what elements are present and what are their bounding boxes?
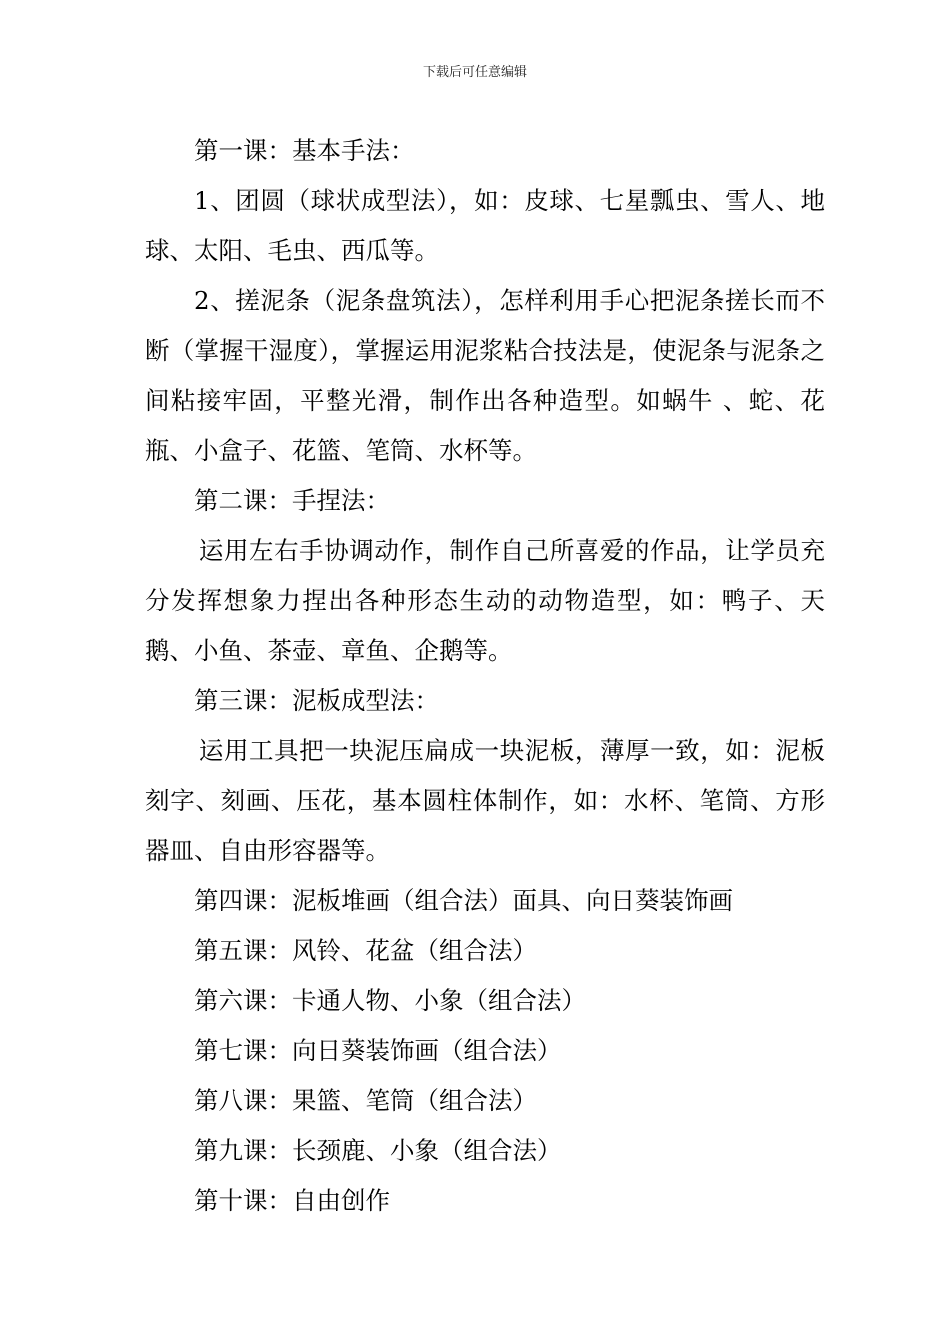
lesson-6-line: 第六课：卡通人物、小象（组合法） <box>194 986 586 1015</box>
lesson-7-line: 第七课：向日葵装饰画（组合法） <box>194 1036 562 1065</box>
lesson-2-body: 运用左右手协调动作，制作自己所喜爱的作品，让学员充分发挥想象力捏出各种形态生动的动物造型，如：鸭子、天鹅、小鱼、茶壶、章鱼、企鹅等。 <box>145 536 825 665</box>
lesson-2-heading: 第二课：手捏法： <box>194 486 390 515</box>
page-header: 下载后可任意编辑 <box>422 65 527 80</box>
lesson-1-item-2: 2、搓泥条（泥条盘筑法），怎样利用手心把泥条搓长而不断（掌握干湿度），掌握运用泥浆粘合技法是，使泥条与泥条之间粘接牢固，平整光滑，制作出各种造型。如蜗牛 、蛇、花瓶、小盒子、花篮、笔筒、水杯等。 <box>145 286 825 465</box>
lesson-4-line: 第四课：泥板堆画（组合法）面具、向日葵装饰画 <box>194 886 733 915</box>
lesson-10-line: 第十课：自由创作 <box>194 1186 390 1215</box>
lesson-9-line: 第九课：长颈鹿、小象（组合法） <box>194 1136 562 1165</box>
lesson-1-heading: 第一课：基本手法： <box>194 136 415 165</box>
lesson-3-body: 运用工具把一块泥压扁成一块泥板，薄厚一致，如：泥板刻字、刻画、压花，基本圆柱体制作，如：水杯、笔筒、方形器皿、自由形容器等。 <box>145 736 825 865</box>
lesson-8-line: 第八课：果篮、笔筒（组合法） <box>194 1086 537 1115</box>
lesson-3-heading: 第三课：泥板成型法： <box>194 686 439 715</box>
document-body <box>145 126 825 1226</box>
lesson-5-line: 第五课：风铃、花盆（组合法） <box>194 936 537 965</box>
lesson-1-item-1: 1、团圆（球状成型法），如：皮球、七星瓢虫、雪人、地球、太阳、毛虫、西瓜等。 <box>145 186 825 265</box>
